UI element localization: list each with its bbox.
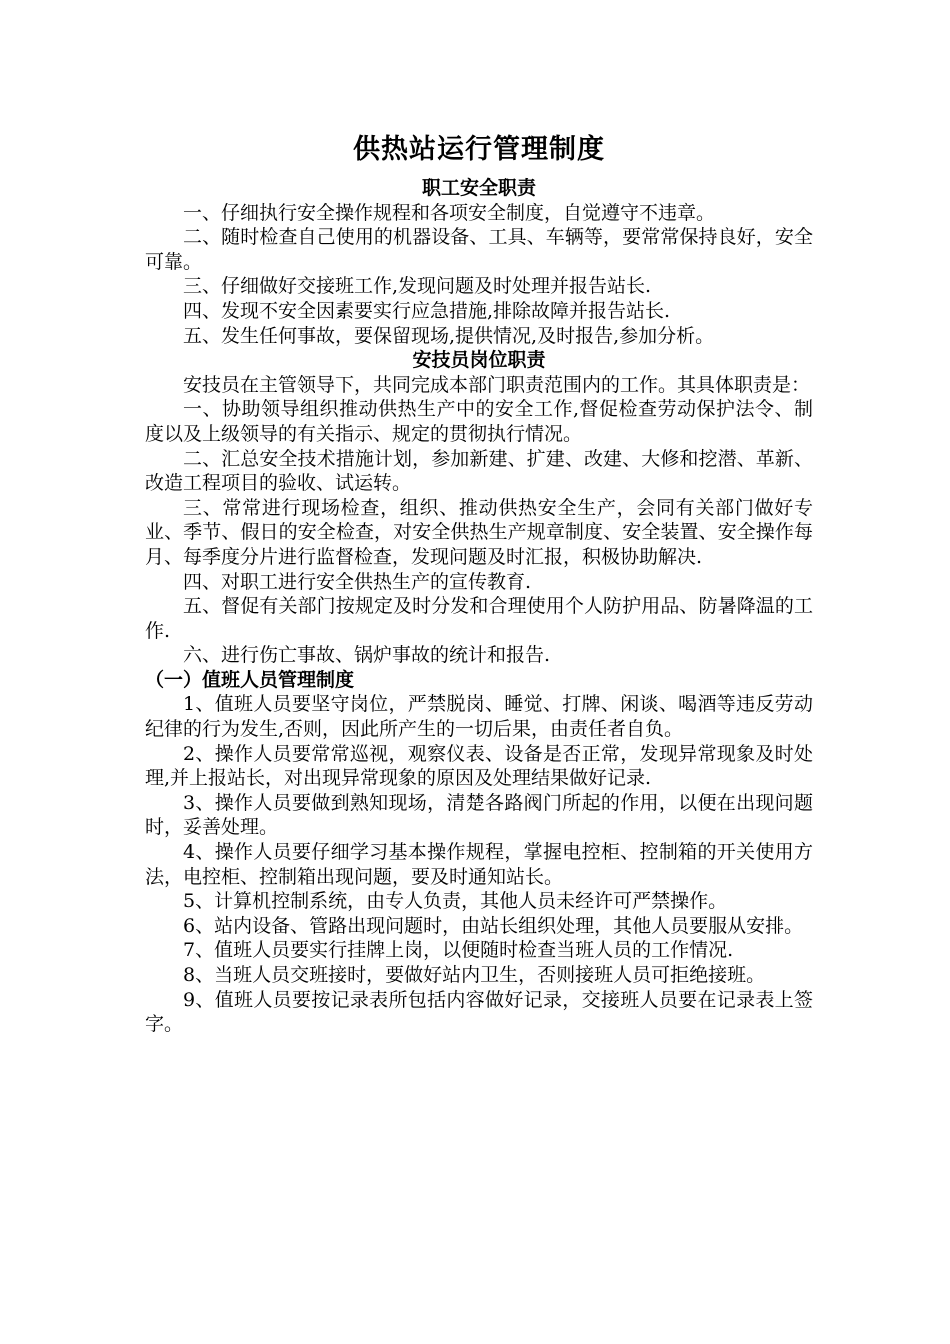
section-heading-duty-staff: （一）值班人员管理制度 [145, 668, 355, 691]
list-item: 4、操作人员要仔细学习基本操作规程，掌握电控柜、控制箱的开关使用方法，电控柜、控制箱出现问题，要及时通知站长。 [145, 841, 813, 888]
paragraph: 一、仔细执行安全操作规程和各项安全制度，自觉遵守不违章。 [183, 201, 716, 224]
list-item: 2、操作人员要常常巡视，观察仪表、设备是否正常，发现异常现象及时处理,并上报站长，对出现异常现象的原因及处理结果做好记录. [145, 742, 813, 790]
paragraph: 三、常常进行现场检查，组织、推动供热安全生产，会同有关部门做好专业、季节、假日的安全检查，对安全供热生产规章制度、安全装置、安全操作每月、每季度分片进行监督检查，发现问题及时汇报，积极协助解决. [145, 496, 813, 568]
paragraph: 安技员在主管领导下，共同完成本部门职责范围内的工作。其具体职责是： [183, 373, 811, 396]
paragraph: 四、发现不安全因素要实行应急措施,排除故障并报告站长. [183, 299, 671, 322]
paragraph: 二、汇总安全技术措施计划，参加新建、扩建、改建、大修和挖潜、革新、改造工程项目的验收、试运转。 [145, 447, 813, 495]
section-heading-safety-officer: 安技员岗位职责 [412, 349, 546, 372]
paragraph: 五、督促有关部门按规定及时分发和合理使用个人防护用品、防暑降温的工作. [145, 595, 813, 642]
paragraph: 二、随时检查自己使用的机器设备、工具、车辆等，要常常保持良好，安全可靠。 [145, 226, 813, 273]
document-page [145, 130, 813, 1037]
list-item: 9、值班人员要按记录表所包括内容做好记录，交接班人员要在记录表上签字。 [145, 988, 813, 1036]
paragraph: 六、进行伤亡事故、锅炉事故的统计和报告. [183, 644, 551, 667]
page-title: 供热站运行管理制度 [353, 134, 605, 165]
paragraph: 三、仔细做好交接班工作,发现问题及时处理并报告站长. [183, 275, 652, 298]
list-item: 6、站内设备、管路出现问题时，由站长组织处理，其他人员要服从安排。 [183, 914, 804, 937]
section-heading-staff-safety: 职工安全职责 [421, 177, 536, 199]
list-item: 8、当班人员交班接时，要做好站内卫生，否则接班人员可拒绝接班。 [183, 964, 766, 986]
paragraph: 五、发生任何事故，要保留现场,提供情况,及时报告,参加分析。 [183, 324, 715, 347]
list-item: 1、值班人员要坚守岗位，严禁脱岗、睡觉、打牌、闲谈、喝酒等违反劳动纪律的行为发生,否则，因此所产生的一切后果，由责任者自负。 [145, 693, 813, 741]
paragraph: 一、协助领导组织推动供热生产中的安全工作,督促检查劳动保护法令、制度以及上级领导的有关指示、规定的贯彻执行情况。 [145, 398, 813, 445]
paragraph: 四、对职工进行安全供热生产的宣传教育. [183, 570, 532, 593]
list-item: 5、计算机控制系统，由专人负责，其他人员未经许可严禁操作。 [183, 890, 728, 913]
list-item: 7、值班人员要实行挂牌上岗，以便随时检查当班人员的工作情况. [183, 939, 734, 962]
list-item: 3、操作人员要做到熟知现场，清楚各路阀门所起的作用，以便在出现问题时，妥善处理。 [145, 791, 813, 839]
